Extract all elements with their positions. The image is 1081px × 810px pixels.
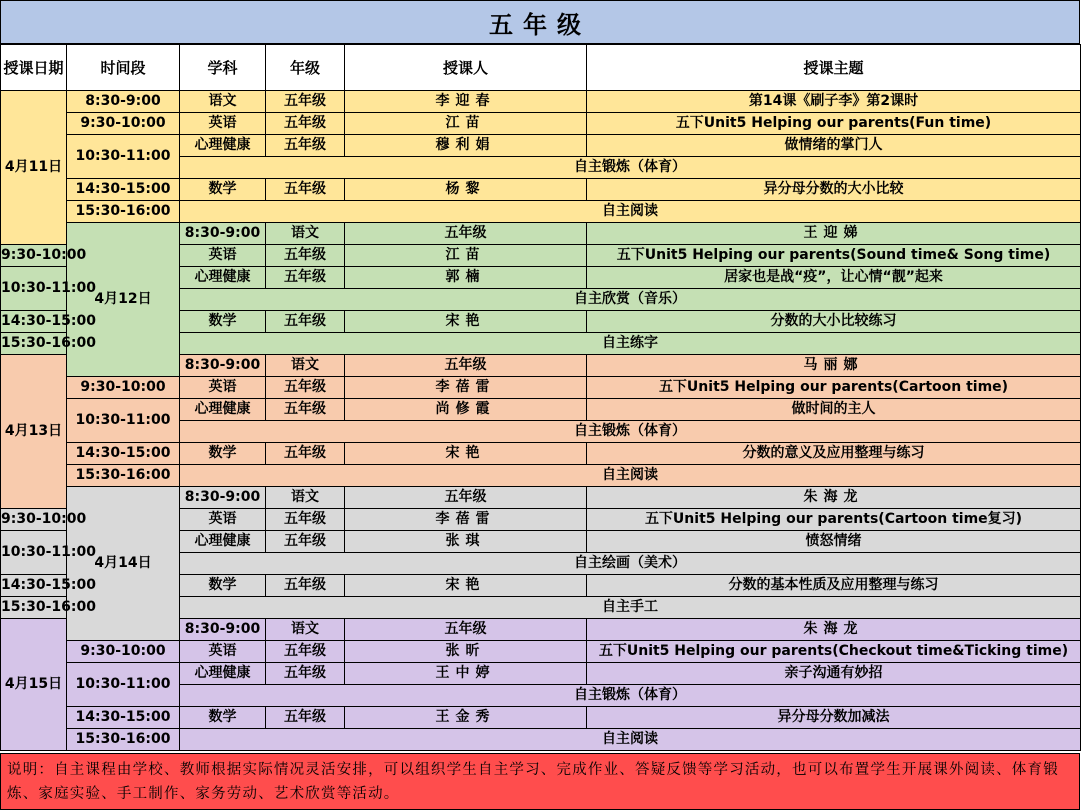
subject-cell: 心理健康 [180,399,266,421]
time-cell: 8:30-9:00 [180,355,266,377]
grade-cell: 五年级 [266,179,345,201]
table-row [1,91,1081,113]
subject-cell: 英语 [180,113,266,135]
schedule-table [0,44,1081,751]
teacher-cell: 穆利娟 [345,135,587,157]
time-cell: 9:30-10:00 [67,641,180,663]
teacher-cell: 尚修霞 [345,399,587,421]
table-row [1,377,1081,399]
time-cell: 8:30-9:00 [67,91,180,113]
subject-cell: 数学 [180,707,266,729]
subject-cell: 数学 [180,311,266,333]
subject-cell: 心理健康 [180,663,266,685]
topic-cell: 五下Unit5 Helping our parents(Checkout time&Ticking time) [587,641,1081,663]
grade-cell: 五年级 [266,113,345,135]
page-title: 五年级 [0,0,1080,44]
grade-cell: 五年级 [345,355,587,377]
header-row [1,45,1081,91]
subject-cell: 数学 [180,575,266,597]
subject-cell: 英语 [180,641,266,663]
topic-cell: 五下Unit5 Helping our parents(Fun time) [587,113,1081,135]
subject-cell: 心理健康 [180,531,266,553]
header-subject: 学科 [180,45,266,91]
time-cell: 15:30-16:00 [1,597,67,619]
grade-cell: 五年级 [266,311,345,333]
table-row [1,487,1081,509]
grade-cell: 五年级 [266,267,345,289]
grade-cell: 五年级 [345,223,587,245]
topic-cell: 分数的基本性质及应用整理与练习 [587,575,1081,597]
teacher-cell: 张琪 [345,531,587,553]
time-cell: 14:30-15:00 [1,575,67,597]
teacher-cell: 朱海龙 [587,619,1081,641]
teacher-cell: 朱海龙 [587,487,1081,509]
teacher-cell: 张昕 [345,641,587,663]
topic-cell: 异分母分数加减法 [587,707,1081,729]
topic-cell: 做时间的主人 [587,399,1081,421]
time-cell: 14:30-15:00 [1,311,67,333]
activity-cell: 自主锻炼（体育） [180,157,1081,179]
topic-cell: 愤怒情绪 [587,531,1081,553]
time-cell: 10:30-11:00 [1,531,67,575]
teacher-cell: 宋艳 [345,443,587,465]
grade-cell: 五年级 [266,443,345,465]
header-date: 授课日期 [1,45,67,91]
time-cell: 15:30-16:00 [67,465,180,487]
teacher-cell: 宋艳 [345,311,587,333]
date-cell: 4月12日 [67,223,180,377]
footnote: 说明：自主课程由学校、教师根据实际情况灵活安排，可以组织学生自主学习、完成作业、答疑反馈等学习活动，也可以布置学生开展课外阅读、体育锻炼、家庭实验、手工制作、家务劳动、艺术欣赏等活动。 [0,753,1080,810]
activity-cell: 自主练字 [180,333,1081,355]
time-cell: 14:30-15:00 [67,443,180,465]
time-cell: 14:30-15:00 [67,179,180,201]
grade-cell: 五年级 [266,575,345,597]
header-teacher: 授课人 [345,45,587,91]
subject-cell: 语文 [266,487,345,509]
activity-cell: 自主阅读 [180,465,1081,487]
grade-cell: 五年级 [266,399,345,421]
subject-cell: 语文 [180,91,266,113]
topic-cell: 五下Unit5 Helping our parents(Cartoon time) [587,377,1081,399]
activity-cell: 自主锻炼（体育） [180,685,1081,707]
header-time: 时间段 [67,45,180,91]
subject-cell: 英语 [180,509,266,531]
grade-cell: 五年级 [266,707,345,729]
grade-cell: 五年级 [345,619,587,641]
topic-cell: 五下Unit5 Helping our parents(Cartoon time复习) [587,509,1081,531]
subject-cell: 英语 [180,245,266,267]
subject-cell: 数学 [180,443,266,465]
date-cell: 4月11日 [1,91,67,245]
time-cell: 10:30-11:00 [67,135,180,179]
time-cell: 9:30-10:00 [1,509,67,531]
time-cell: 9:30-10:00 [1,245,67,267]
grade-cell: 五年级 [345,487,587,509]
time-cell: 10:30-11:00 [1,267,67,311]
grade-cell: 五年级 [266,641,345,663]
topic-cell: 分数的大小比较练习 [587,311,1081,333]
activity-cell: 自主锻炼（体育） [180,421,1081,443]
teacher-cell: 王中婷 [345,663,587,685]
table-row [1,707,1081,729]
time-cell: 15:30-16:00 [1,333,67,355]
grade-cell: 五年级 [266,91,345,113]
teacher-cell: 王金秀 [345,707,587,729]
subject-cell: 语文 [266,223,345,245]
topic-cell: 五下Unit5 Helping our parents(Sound time& Song time) [587,245,1081,267]
activity-cell: 自主阅读 [180,201,1081,223]
table-row [1,399,1081,421]
table-row [1,443,1081,465]
table-row [1,641,1081,663]
time-cell: 15:30-16:00 [67,201,180,223]
time-cell: 14:30-15:00 [67,707,180,729]
date-cell: 4月15日 [1,619,67,751]
teacher-cell: 杨黎 [345,179,587,201]
time-cell: 8:30-9:00 [180,619,266,641]
teacher-cell: 马丽娜 [587,355,1081,377]
topic-cell: 异分母分数的大小比较 [587,179,1081,201]
teacher-cell: 江苗 [345,245,587,267]
topic-cell: 做情绪的掌门人 [587,135,1081,157]
table-row [1,201,1081,223]
time-cell: 9:30-10:00 [67,113,180,135]
teacher-cell: 王迎娣 [587,223,1081,245]
teacher-cell: 李迎春 [345,91,587,113]
teacher-cell: 李蓓雷 [345,377,587,399]
table-row [1,135,1081,157]
table-row [1,663,1081,685]
header-topic: 授课主题 [587,45,1081,91]
grade-cell: 五年级 [266,377,345,399]
time-cell: 8:30-9:00 [180,487,266,509]
time-cell: 8:30-9:00 [180,223,266,245]
subject-cell: 数学 [180,179,266,201]
teacher-cell: 李蓓雷 [345,509,587,531]
topic-cell: 居家也是战“疫”，让心情“靓”起来 [587,267,1081,289]
topic-cell: 亲子沟通有妙招 [587,663,1081,685]
topic-cell: 第14课《刷子李》第2课时 [587,91,1081,113]
topic-cell: 分数的意义及应用整理与练习 [587,443,1081,465]
activity-cell: 自主阅读 [180,729,1081,751]
date-cell: 4月13日 [1,355,67,509]
table-row [1,113,1081,135]
subject-cell: 心理健康 [180,135,266,157]
time-cell: 9:30-10:00 [67,377,180,399]
time-cell: 10:30-11:00 [67,399,180,443]
subject-cell: 语文 [266,355,345,377]
grade-cell: 五年级 [266,531,345,553]
header-grade: 年级 [266,45,345,91]
subject-cell: 心理健康 [180,267,266,289]
teacher-cell: 郭楠 [345,267,587,289]
activity-cell: 自主欣赏（音乐） [180,289,1081,311]
grade-cell: 五年级 [266,245,345,267]
table-row [1,223,1081,245]
table-row [1,465,1081,487]
table-row [1,179,1081,201]
grade-cell: 五年级 [266,663,345,685]
time-cell: 10:30-11:00 [67,663,180,707]
grade-cell: 五年级 [266,509,345,531]
subject-cell: 英语 [180,377,266,399]
teacher-cell: 宋艳 [345,575,587,597]
table-row [1,729,1081,751]
subject-cell: 语文 [266,619,345,641]
time-cell: 15:30-16:00 [67,729,180,751]
grade-cell: 五年级 [266,135,345,157]
schedule-body [1,91,1081,751]
teacher-cell: 江苗 [345,113,587,135]
activity-cell: 自主绘画（美术） [180,553,1081,575]
date-cell: 4月14日 [67,487,180,641]
activity-cell: 自主手工 [180,597,1081,619]
